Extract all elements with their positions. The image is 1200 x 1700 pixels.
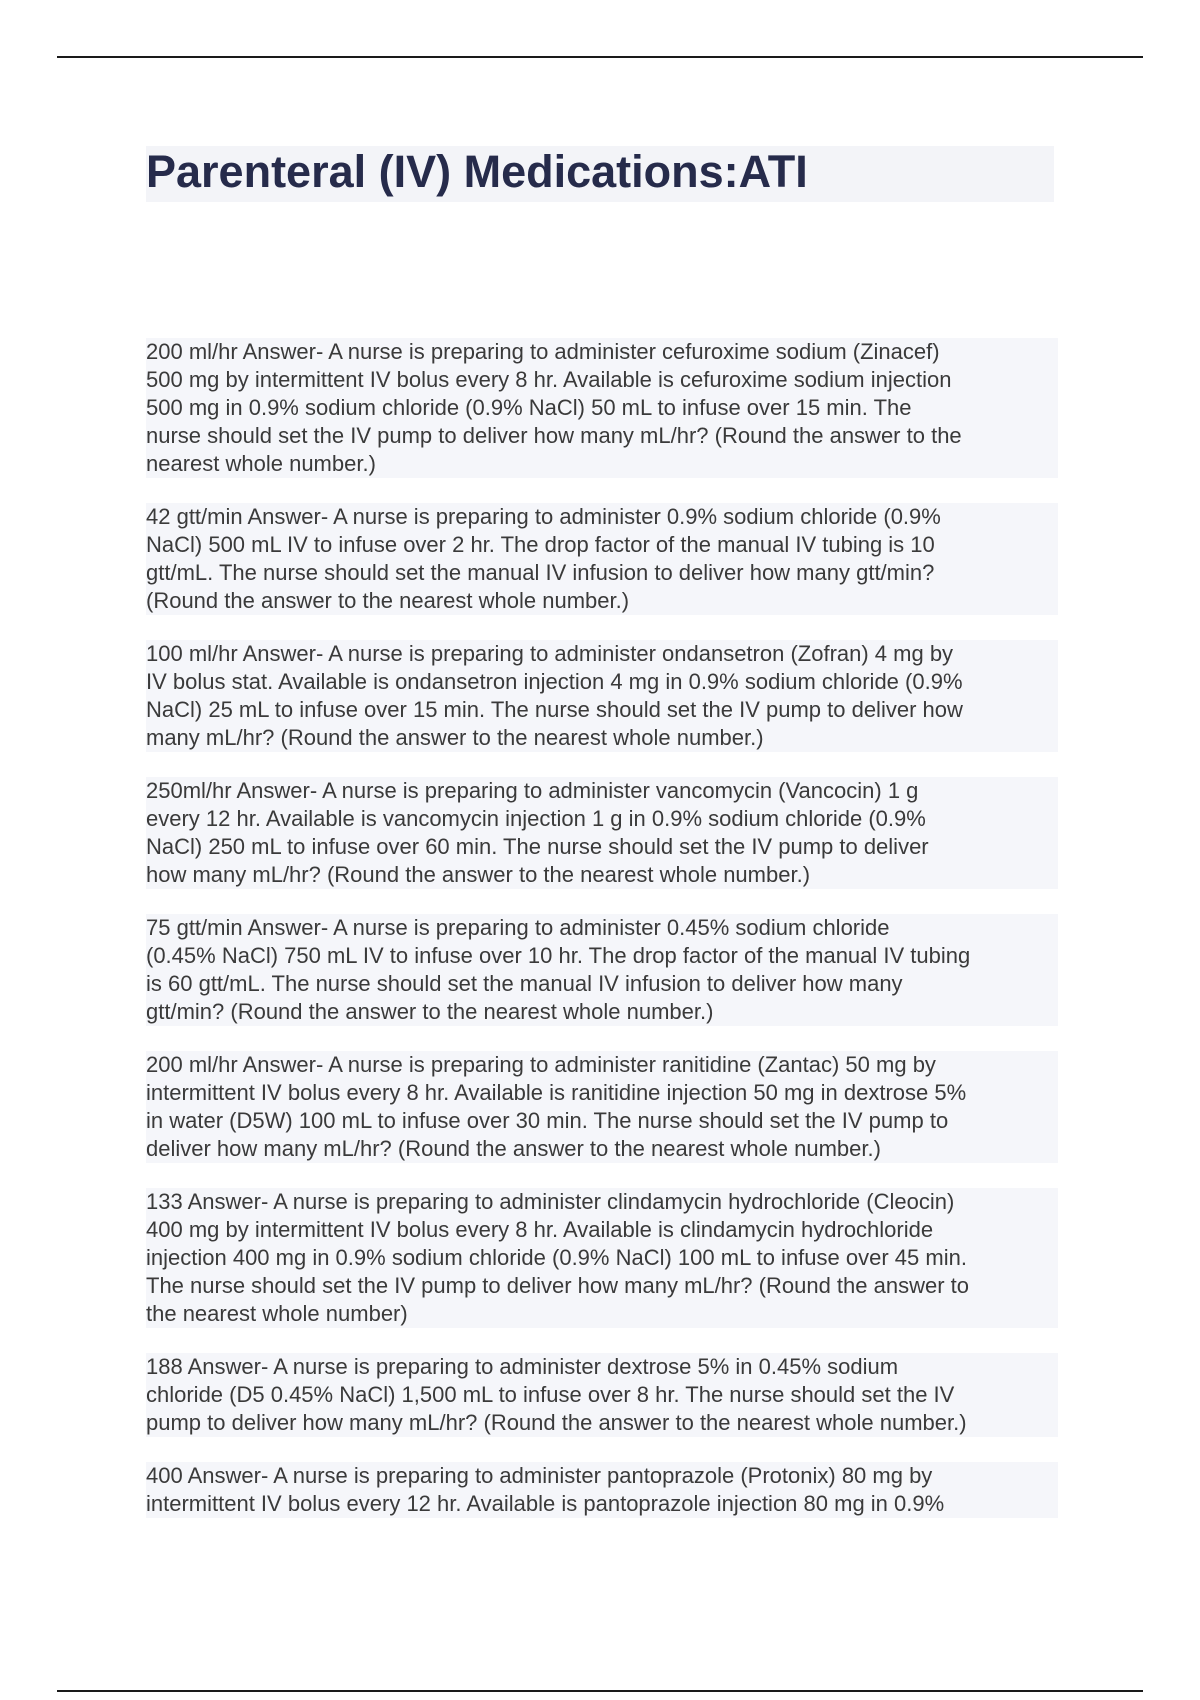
qa-item-4: 250ml/hr Answer- A nurse is preparing to administer vancomycin (Vancocin) 1 g every 12 hr. Available is vancomycin injection 1 g in 0.9% sodium chloride (0.9% NaCl) 250 mL to infuse over 60 min. The nurse should set the IV pump to deliver how many mL/hr? (Round the answer to the nearest whole number.) — [146, 777, 1058, 889]
qa-item-8: 188 Answer- A nurse is preparing to administer dextrose 5% in 0.45% sodium chloride (D5 0.45% NaCl) 1,500 mL to infuse over 8 hr. The nurse should set the IV pump to deliver how many mL/hr? (Round the answer to the nearest whole number.) — [146, 1353, 1058, 1437]
qa-item-7: 133 Answer- A nurse is preparing to administer clindamycin hydrochloride (Cleocin) 400 mg by intermittent IV bolus every 8 hr. Available is clindamycin hydrochloride injection 400 mg in 0.9% sodium chloride (0.9% NaCl) 100 mL to infuse over 45 min. The nurse should set the IV pump to deliver how many mL/hr? (Round the answer to the nearest whole number) — [146, 1188, 1058, 1328]
qa-item-2: 42 gtt/min Answer- A nurse is preparing to administer 0.9% sodium chloride (0.9% NaCl) 500 mL IV to infuse over 2 hr. The drop factor of the manual IV tubing is 10 gtt/mL. The nurse should set the manual IV infusion to deliver how many gtt/min? (Round the answer to the nearest whole number.) — [146, 503, 1058, 615]
top-divider — [57, 56, 1143, 58]
qa-item-6: 200 ml/hr Answer- A nurse is preparing to administer ranitidine (Zantac) 50 mg by intermittent IV bolus every 8 hr. Available is ranitidine injection 50 mg in dextrose 5% in water (D5W) 100 mL to infuse over 30 min. The nurse should set the IV pump to deliver how many mL/hr? (Round the answer to the nearest whole number.) — [146, 1051, 1058, 1163]
qa-item-9: 400 Answer- A nurse is preparing to administer pantoprazole (Protonix) 80 mg by intermittent IV bolus every 12 hr. Available is pantoprazole injection 80 mg in 0.9% — [146, 1462, 1058, 1518]
page-title: Parenteral (IV) Medications:ATI — [146, 146, 808, 197]
qa-item-1: 200 ml/hr Answer- A nurse is preparing to administer cefuroxime sodium (Zinacef) 500 mg by intermittent IV bolus every 8 hr. Available is cefuroxime sodium injection 500 mg in 0.9% sodium chloride (0.9% NaCl) 50 mL to infuse over 15 min. The nurse should set the IV pump to deliver how many mL/hr? (Round the answer to the nearest whole number.) — [146, 338, 1058, 478]
qa-list — [146, 338, 1058, 1543]
qa-item-3: 100 ml/hr Answer- A nurse is preparing to administer ondansetron (Zofran) 4 mg by IV bolus stat. Available is ondansetron injection 4 mg in 0.9% sodium chloride (0.9% NaCl) 25 mL to infuse over 15 min. The nurse should set the IV pump to deliver how many mL/hr? (Round the answer to the nearest whole number.) — [146, 640, 1058, 752]
bottom-divider — [57, 1690, 1143, 1692]
qa-item-5: 75 gtt/min Answer- A nurse is preparing to administer 0.45% sodium chloride (0.45% NaCl) 750 mL IV to infuse over 10 hr. The drop factor of the manual IV tubing is 60 gtt/mL. The nurse should set the manual IV infusion to deliver how many gtt/min? (Round the answer to the nearest whole number.) — [146, 914, 1058, 1026]
